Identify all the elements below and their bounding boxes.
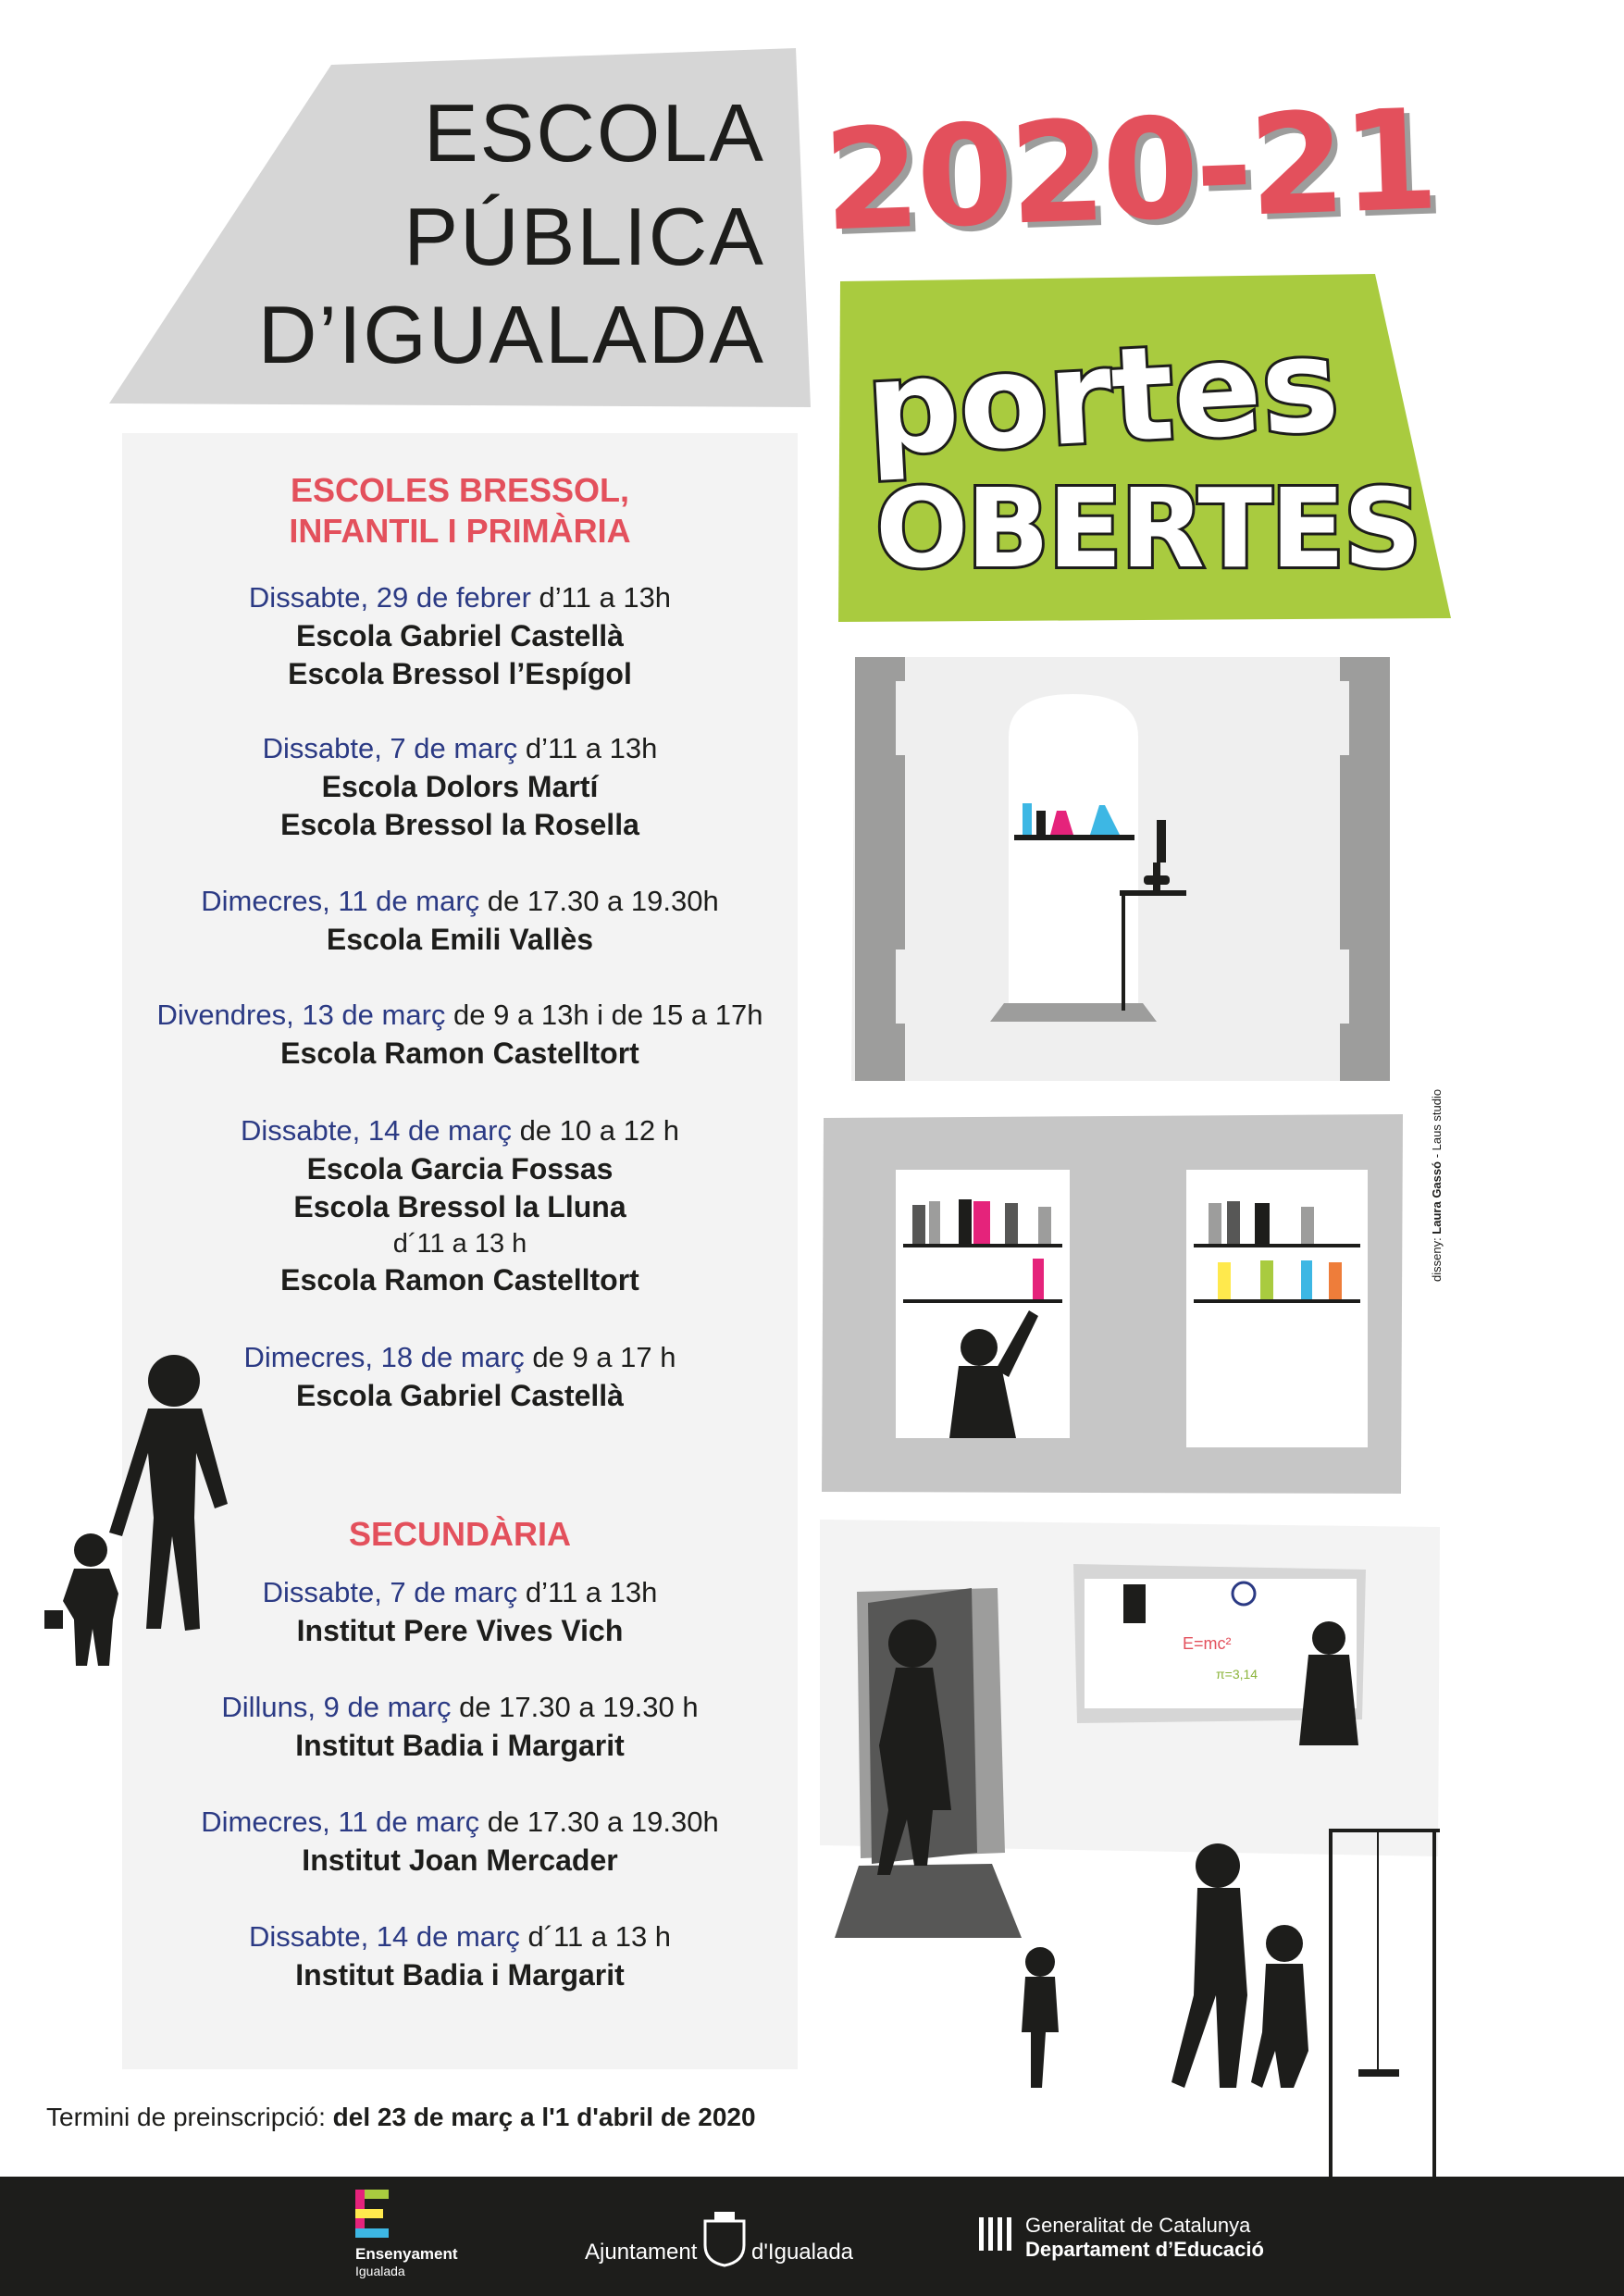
- ensenyament-label: Ensenyament: [355, 2245, 458, 2263]
- event-item: Dimecres, 11 de març de 17.30 a 19.30h Institut Joan Mercader: [201, 1806, 719, 1877]
- ajuntament-label-b: d'Igualada: [751, 2240, 854, 2265]
- ensenyament-sublabel: Igualada: [355, 2264, 405, 2278]
- illustration-classroom: [803, 1514, 1442, 2210]
- event-item: Dilluns, 9 de març de 17.30 a 19.30 h Institut Badia i Margarit: [221, 1691, 699, 1762]
- event-item: Dimecres, 11 de març de 17.30 a 19.30h Escola Emili Vallès: [201, 885, 719, 956]
- ajuntament-label-a: Ajuntament: [585, 2240, 698, 2265]
- event-item: Dissabte, 14 de març de 10 a 12 h Escola Garcia Fossas Escola Bressol la Lluna d´11 a 13 h Escola Ramon Castelltort: [241, 1114, 679, 1297]
- footer-bar: [0, 2177, 1624, 2296]
- generalitat-flag-icon: [973, 2212, 1018, 2256]
- schedule-panel: [122, 433, 798, 2069]
- event-item: Divendres, 13 de març de 9 a 13h i de 15 a 17h Escola Ramon Castelltort: [156, 999, 763, 1070]
- family-silhouette-left: [37, 1351, 259, 1675]
- ensenyament-e-icon: [355, 2190, 389, 2238]
- illustration-library: [820, 1114, 1407, 1496]
- event-item: Dissabte, 29 de febrer d’11 a 13h Escola Gabriel Castellà Escola Bressol l’Espígol: [248, 581, 672, 690]
- event-item: Dissabte, 7 de març d’11 a 13h Escola Dolors Martí Escola Bressol la Rosella: [262, 732, 658, 841]
- generalitat-label: Generalitat de Catalunya: [1025, 2214, 1251, 2237]
- title-igualada: D’IGUALADA: [257, 289, 765, 380]
- illustration-lab: [851, 653, 1393, 1085]
- board-pi: π=3,14: [1216, 1667, 1258, 1682]
- section-heading-primary: ESCOLES BRESSOL, INFANTIL I PRIMÀRIA: [289, 471, 631, 550]
- board-formula: E=mc²: [1183, 1634, 1232, 1653]
- year-title: 2020-21: [821, 80, 1438, 263]
- section-heading-secondary: SECUNDÀRIA: [348, 1515, 571, 1553]
- event-item: Dissabte, 14 de març d´11 a 13 h Institut Badia i Margarit: [248, 1920, 672, 1992]
- title-publica: PÚBLICA: [403, 191, 765, 282]
- portes-title: portes: [862, 309, 1343, 486]
- departament-label: Departament d’Educació: [1025, 2238, 1264, 2261]
- event-item: Dimecres, 18 de març de 9 a 17 h Escola Gabriel Castellà: [243, 1341, 676, 1412]
- igualada-crest-icon: [701, 2210, 748, 2267]
- title-escola: ESCOLA: [423, 87, 765, 179]
- event-item: Dissabte, 7 de març d’11 a 13h Institut Pere Vives Vich: [262, 1576, 658, 1647]
- preregistration-deadline: Termini de preinscripció: del 23 de març a l'1 d'abril de 2020: [46, 2103, 756, 2131]
- obertes-title: OBERTES: [875, 465, 1420, 592]
- ensenyament-logo: [355, 2190, 389, 2242]
- design-credit: disseny: Laura Gassó - Laus studio: [1430, 1088, 1444, 1282]
